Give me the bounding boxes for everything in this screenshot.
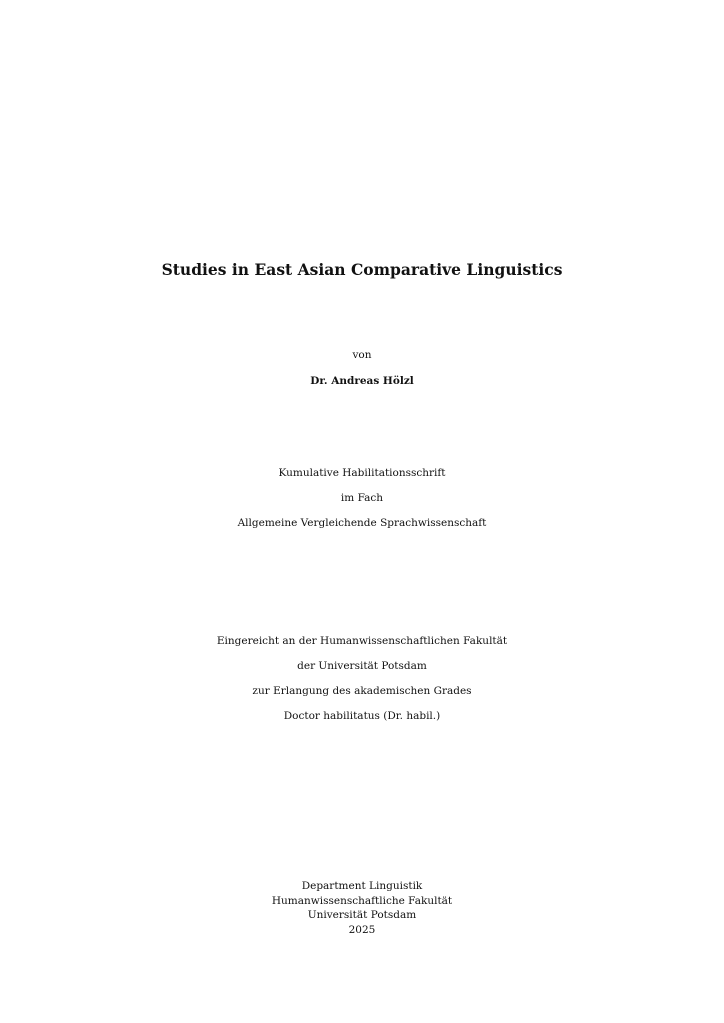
publication-year: 2025 (348, 923, 376, 936)
document-type: Kumulative Habilitationsschrift (278, 467, 446, 479)
institution-block (0, 879, 724, 937)
faculty-name: Humanwissenschaftliche Fakultät (271, 894, 453, 907)
submission-line-3: zur Erlangung des akademischen Grades (252, 685, 472, 697)
university-name: Universität Potsdam (307, 909, 417, 921)
author-name: Dr. Andreas Hölzl (310, 375, 414, 387)
submission-line-2: der Universität Potsdam (297, 660, 427, 672)
subject-field: Allgemeine Vergleichende Sprachwissenschaft (237, 517, 487, 529)
submission-line-1: Eingereicht an der Humanwissenschaftlichen Fakultät (216, 635, 508, 647)
submission-line-4: Doctor habilitatus (Dr. habil.) (283, 710, 441, 722)
by-label: von (352, 349, 372, 361)
department-name: Department Linguistik (301, 880, 423, 892)
document-title: Studies in East Asian Comparative Linguistics (161, 260, 563, 279)
subject-intro: im Fach (340, 492, 384, 504)
